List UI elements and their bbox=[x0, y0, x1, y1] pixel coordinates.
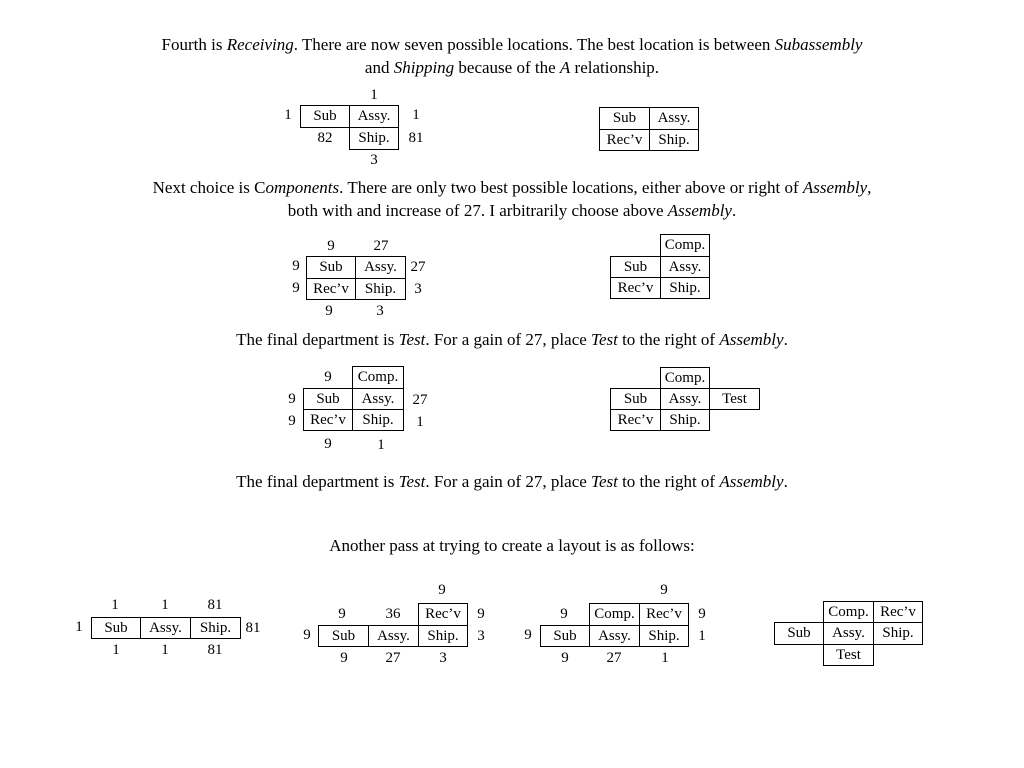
cell-sub: Sub bbox=[774, 622, 824, 645]
score-top-sub: 9 bbox=[327, 238, 335, 254]
cell-assembly: Assy. bbox=[589, 625, 640, 647]
cell-shipping: Ship. bbox=[190, 617, 241, 639]
cell-sub: Sub bbox=[610, 388, 661, 410]
score-top-assy: 36 bbox=[385, 606, 401, 622]
cell-assembly: Assy. bbox=[140, 617, 191, 639]
cell-sub: Sub bbox=[540, 625, 590, 647]
score-left: 1 bbox=[284, 107, 292, 123]
cell-shipping: Ship. bbox=[418, 625, 468, 647]
cell-sub: Sub bbox=[91, 617, 141, 639]
cell-components: Comp. bbox=[823, 601, 874, 623]
score-bottom-sub: 1 bbox=[112, 642, 120, 658]
score-right-assy: 27 bbox=[412, 392, 428, 408]
cell-components: Comp. bbox=[352, 366, 404, 389]
cell-assembly: Assy. bbox=[823, 622, 874, 645]
cell-test: Test bbox=[823, 644, 874, 666]
cell-components: Comp. bbox=[589, 603, 640, 626]
cell-sub: Sub bbox=[303, 388, 353, 410]
score-left-recv: 9 bbox=[288, 413, 296, 429]
cell-sub: Sub bbox=[599, 107, 650, 130]
cell-shipping: Ship. bbox=[352, 409, 404, 431]
cell-receiving: Rec’v bbox=[610, 409, 661, 431]
score-top-sub: 9 bbox=[338, 606, 346, 622]
score-right-ship: 1 bbox=[416, 414, 424, 430]
score-left: 9 bbox=[303, 627, 311, 643]
cell-sub: Sub bbox=[306, 256, 356, 279]
score-top-ship: 81 bbox=[207, 597, 223, 613]
score-top-recv: 9 bbox=[438, 582, 446, 598]
cell-assembly: Assy. bbox=[355, 256, 406, 279]
score-bottom-ship: 3 bbox=[439, 650, 447, 666]
cell-sub: Sub bbox=[318, 625, 369, 647]
cell-assembly: Assy. bbox=[368, 625, 419, 647]
cell-shipping: Ship. bbox=[349, 127, 399, 150]
score-bottom-assy: 1 bbox=[161, 642, 169, 658]
cell-components: Comp. bbox=[660, 367, 710, 389]
cell-assembly: Assy. bbox=[352, 388, 404, 410]
score-top-sub: 9 bbox=[560, 606, 568, 622]
paragraph-components: Next choice is Components. There are only two best possible locations, either above or right of Assembly, both with and increase of 27. I arbitrarily choose above Assembly. bbox=[152, 178, 872, 220]
score-right-assy: 27 bbox=[410, 259, 426, 275]
paragraph-another-pass: Another pass at trying to create a layout is as follows: bbox=[329, 536, 695, 555]
score-right-recv: 9 bbox=[698, 606, 706, 622]
paragraph-test-1: The final department is Test. For a gain of 27, place Test to the right of Assembly. bbox=[236, 330, 788, 349]
score-below-sub: 82 bbox=[317, 130, 333, 146]
score-bottom-assy: 27 bbox=[385, 650, 401, 666]
score-left: 1 bbox=[75, 619, 83, 635]
cell-shipping: Ship. bbox=[639, 625, 689, 647]
cell-receiving: Rec’v bbox=[306, 278, 356, 300]
cell-receiving: Rec’v bbox=[639, 603, 689, 626]
score-left-sub: 9 bbox=[292, 258, 300, 274]
paragraph-test-2: The final department is Test. For a gain of 27, place Test to the right of Assembly. bbox=[236, 472, 788, 491]
score-right-ship: 81 bbox=[408, 130, 424, 146]
score-bottom-sub: 9 bbox=[340, 650, 348, 666]
cell-receiving: Rec’v bbox=[418, 603, 468, 626]
cell-shipping: Ship. bbox=[355, 278, 406, 300]
score-top-sub: 9 bbox=[324, 369, 332, 385]
score-right-recv: 9 bbox=[477, 606, 485, 622]
score-right-ship: 1 bbox=[698, 628, 706, 644]
cell-sub: Sub bbox=[610, 256, 661, 278]
score-top-recv: 9 bbox=[660, 582, 668, 598]
score-top: 1 bbox=[370, 87, 378, 103]
score-right-ship: 3 bbox=[414, 281, 422, 297]
cell-receiving: Rec’v bbox=[599, 129, 650, 151]
cell-receiving: Rec’v bbox=[873, 601, 923, 623]
score-bottom-assy: 27 bbox=[606, 650, 622, 666]
cell-assembly: Assy. bbox=[660, 256, 710, 278]
cell-assembly: Assy. bbox=[649, 107, 699, 130]
score-top-assy: 27 bbox=[373, 238, 389, 254]
score-left-sub: 9 bbox=[288, 391, 296, 407]
cell-receiving: Rec’v bbox=[610, 277, 661, 299]
paragraph-receiving: Fourth is Receiving. There are now seven possible locations. The best location is between Subassembly and Shipping because of the A relationship. bbox=[161, 35, 863, 77]
cell-shipping: Ship. bbox=[649, 129, 699, 151]
cell-assembly: Assy. bbox=[349, 105, 399, 128]
cell-test: Test bbox=[709, 388, 760, 410]
cell-assembly: Assy. bbox=[660, 388, 710, 410]
score-bottom-ship: 1 bbox=[377, 437, 385, 453]
score-bottom: 3 bbox=[370, 152, 378, 168]
cell-shipping: Ship. bbox=[873, 622, 923, 645]
score-bottom-sub: 9 bbox=[561, 650, 569, 666]
cell-shipping: Ship. bbox=[660, 277, 710, 299]
score-top-assy: 1 bbox=[161, 597, 169, 613]
cell-components: Comp. bbox=[660, 234, 710, 257]
score-bottom-recv: 9 bbox=[324, 436, 332, 452]
score-bottom-ship: 1 bbox=[661, 650, 669, 666]
score-bottom-recv: 9 bbox=[325, 303, 333, 319]
score-left-recv: 9 bbox=[292, 280, 300, 296]
score-right-ship: 3 bbox=[477, 628, 485, 644]
score-right: 1 bbox=[412, 107, 420, 123]
score-left: 9 bbox=[524, 627, 532, 643]
cell-shipping: Ship. bbox=[660, 409, 710, 431]
score-top-sub: 1 bbox=[111, 597, 119, 613]
score-bottom-ship: 3 bbox=[376, 303, 384, 319]
cell-receiving: Rec’v bbox=[303, 409, 353, 431]
cell-sub: Sub bbox=[300, 105, 350, 128]
score-right: 81 bbox=[245, 620, 261, 636]
score-bottom-ship: 81 bbox=[207, 642, 223, 658]
